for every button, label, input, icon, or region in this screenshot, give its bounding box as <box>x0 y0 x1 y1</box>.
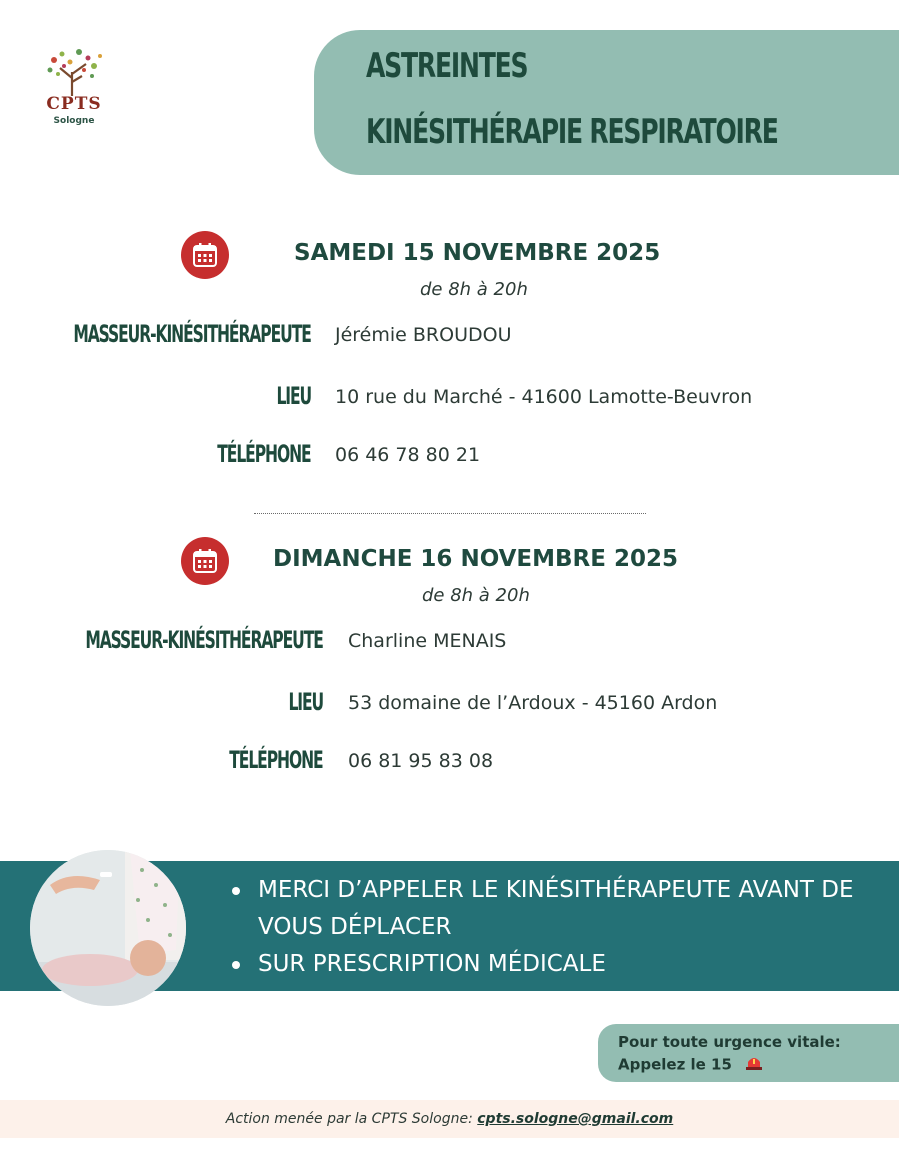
cpts-logo <box>34 44 114 134</box>
notice-item: SUR PRESCRIPTION MÉDICALE <box>230 946 890 983</box>
day2-hours: de 8h à 20h <box>422 585 530 606</box>
footer-email-link[interactable]: cpts.sologne@gmail.com <box>477 1111 674 1127</box>
day1-label-place: LIEU <box>276 382 311 410</box>
day1-therapist-name: Jérémie BROUDOU <box>335 324 512 346</box>
header-title-line1: ASTREINTES <box>366 46 528 86</box>
header-banner <box>314 30 899 175</box>
calendar-icon <box>181 231 229 279</box>
footer-label: Action menée par la CPTS Sologne: <box>225 1111 478 1127</box>
day1-label-therapist: MASSEUR-KINÉSITHÉRAPEUTE <box>73 320 311 348</box>
day2-address: 53 domaine de l’Ardoux - 45160 Ardon <box>348 692 718 714</box>
footer-text <box>0 1111 899 1127</box>
day2-label-therapist: MASSEUR-KINÉSITHÉRAPEUTE <box>85 626 323 654</box>
emergency-line2: Appelez le 15 <box>618 1055 732 1074</box>
tree-logo-icon <box>34 44 114 99</box>
day1-label-phone: TÉLÉPHONE <box>217 440 311 468</box>
logo-name: CPTS <box>46 94 102 114</box>
notice-list <box>230 872 890 983</box>
emergency-box <box>598 1024 899 1082</box>
day2-date: DIMANCHE 16 NOVEMBRE 2025 <box>273 546 679 572</box>
notice-item: MERCI D’APPELER LE KINÉSITHÉRAPEUTE AVANT DE VOUS DÉPLACER <box>230 872 890 946</box>
day1-phone-link[interactable]: 06 46 78 80 21 <box>335 444 481 466</box>
siren-icon <box>744 1053 764 1077</box>
day1-date: SAMEDI 15 NOVEMBRE 2025 <box>294 240 661 266</box>
day2-phone-link[interactable]: 06 81 95 83 08 <box>348 750 494 772</box>
calendar-icon <box>181 537 229 585</box>
footer-bar <box>0 1100 899 1138</box>
section-divider <box>254 513 646 514</box>
day1-hours: de 8h à 20h <box>420 279 528 300</box>
emergency-line1: Pour toute urgence vitale: <box>618 1033 841 1051</box>
day2-label-phone: TÉLÉPHONE <box>229 746 323 774</box>
baby-care-photo <box>30 850 186 1006</box>
day2-therapist-name: Charline MENAIS <box>348 630 507 652</box>
logo-subtitle: Sologne <box>53 116 95 126</box>
day1-address: 10 rue du Marché - 41600 Lamotte-Beuvron <box>335 386 753 408</box>
header-title-line2: KINÉSITHÉRAPIE RESPIRATOIRE <box>366 112 778 152</box>
day2-label-place: LIEU <box>288 688 323 716</box>
